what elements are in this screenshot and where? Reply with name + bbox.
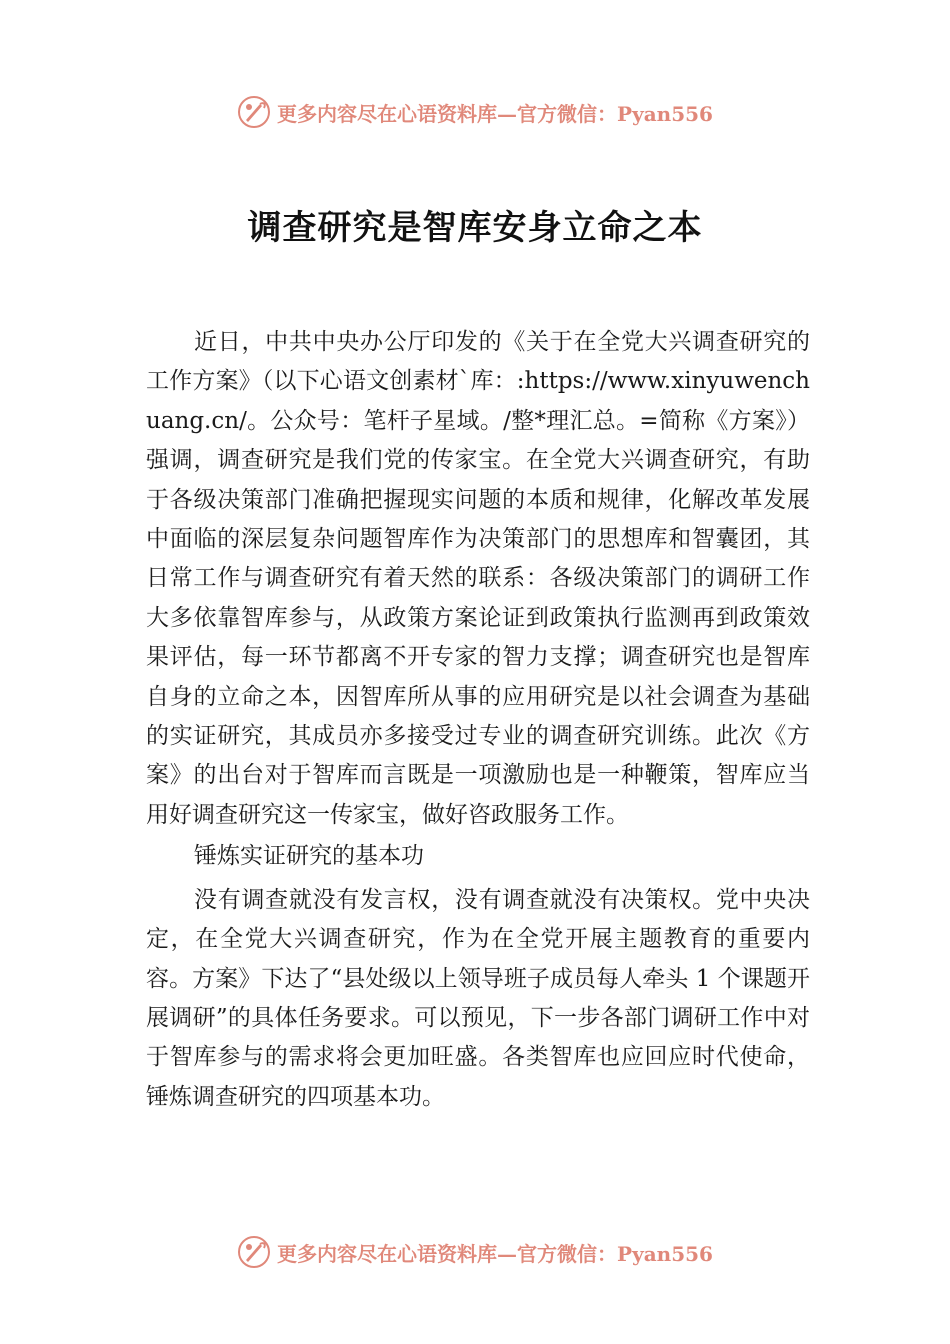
banner-text: 更多内容尽在心语资料库—官方微信：Pyan556 — [277, 101, 713, 126]
footer-banner — [0, 1232, 950, 1272]
document-title: 调查研究是智库安身立命之本 — [247, 208, 703, 248]
quill-logo-icon — [237, 95, 271, 129]
header-banner — [0, 92, 950, 132]
banner-text: 更多内容尽在心语资料库—官方微信：Pyan556 — [277, 1241, 713, 1266]
section-heading: 锤炼实证研究的基本功 — [194, 843, 424, 870]
document-body — [146, 323, 810, 1117]
paragraph-intro: 近日，中共中央办公厅印发的《关于在全党大兴调查研究的工作方案》（以下心语文创素材`库：:https://www.xinyuwenchuang.cn/。公众号：笔杆子星域。/整*理汇总。=简称《方案》）强调，调查研究是我们党的传家宝。在全党大兴调查研究，有助于各级决策部门准确把握现实问题的本质和规律，化解改革发展中面临的深层复杂问题智库作为决策部门的思想库和智囊团，其日常工作与调查研究有着天然的联系：各级决策部门的调研工作大多依靠智库参与，从政策方案论证到政策执行监测再到政策效果评估，每一环节都离不开专家的智力支撑；调查研究也是智库自身的立命之本，因智库所从事的应用研究是以社会调查为基础的实证研究，其成员亦多接受过专业的调查研究训练。此次《方案》的出台对于智库而言既是一项激励也是一种鞭策，智库应当用好调查研究这一传家宝，做好咨政服务工作。 — [146, 329, 810, 828]
quill-logo-icon — [237, 1235, 271, 1269]
paragraph-section-one: 没有调查就没有发言权，没有调查就没有决策权。党中央决定，在全党大兴调查研究，作为在全党开展主题教育的重要内容。方案》下达了“县处级以上领导班子成员每人牵头 1 个课题开展调研”的具体任务要求。可以预见，下一步各部门调研工作中对于智库参与的需求将会更加旺盛。各类智库也应回应时代使命，锤炼调查研究的四项基本功。 — [146, 886, 810, 1110]
